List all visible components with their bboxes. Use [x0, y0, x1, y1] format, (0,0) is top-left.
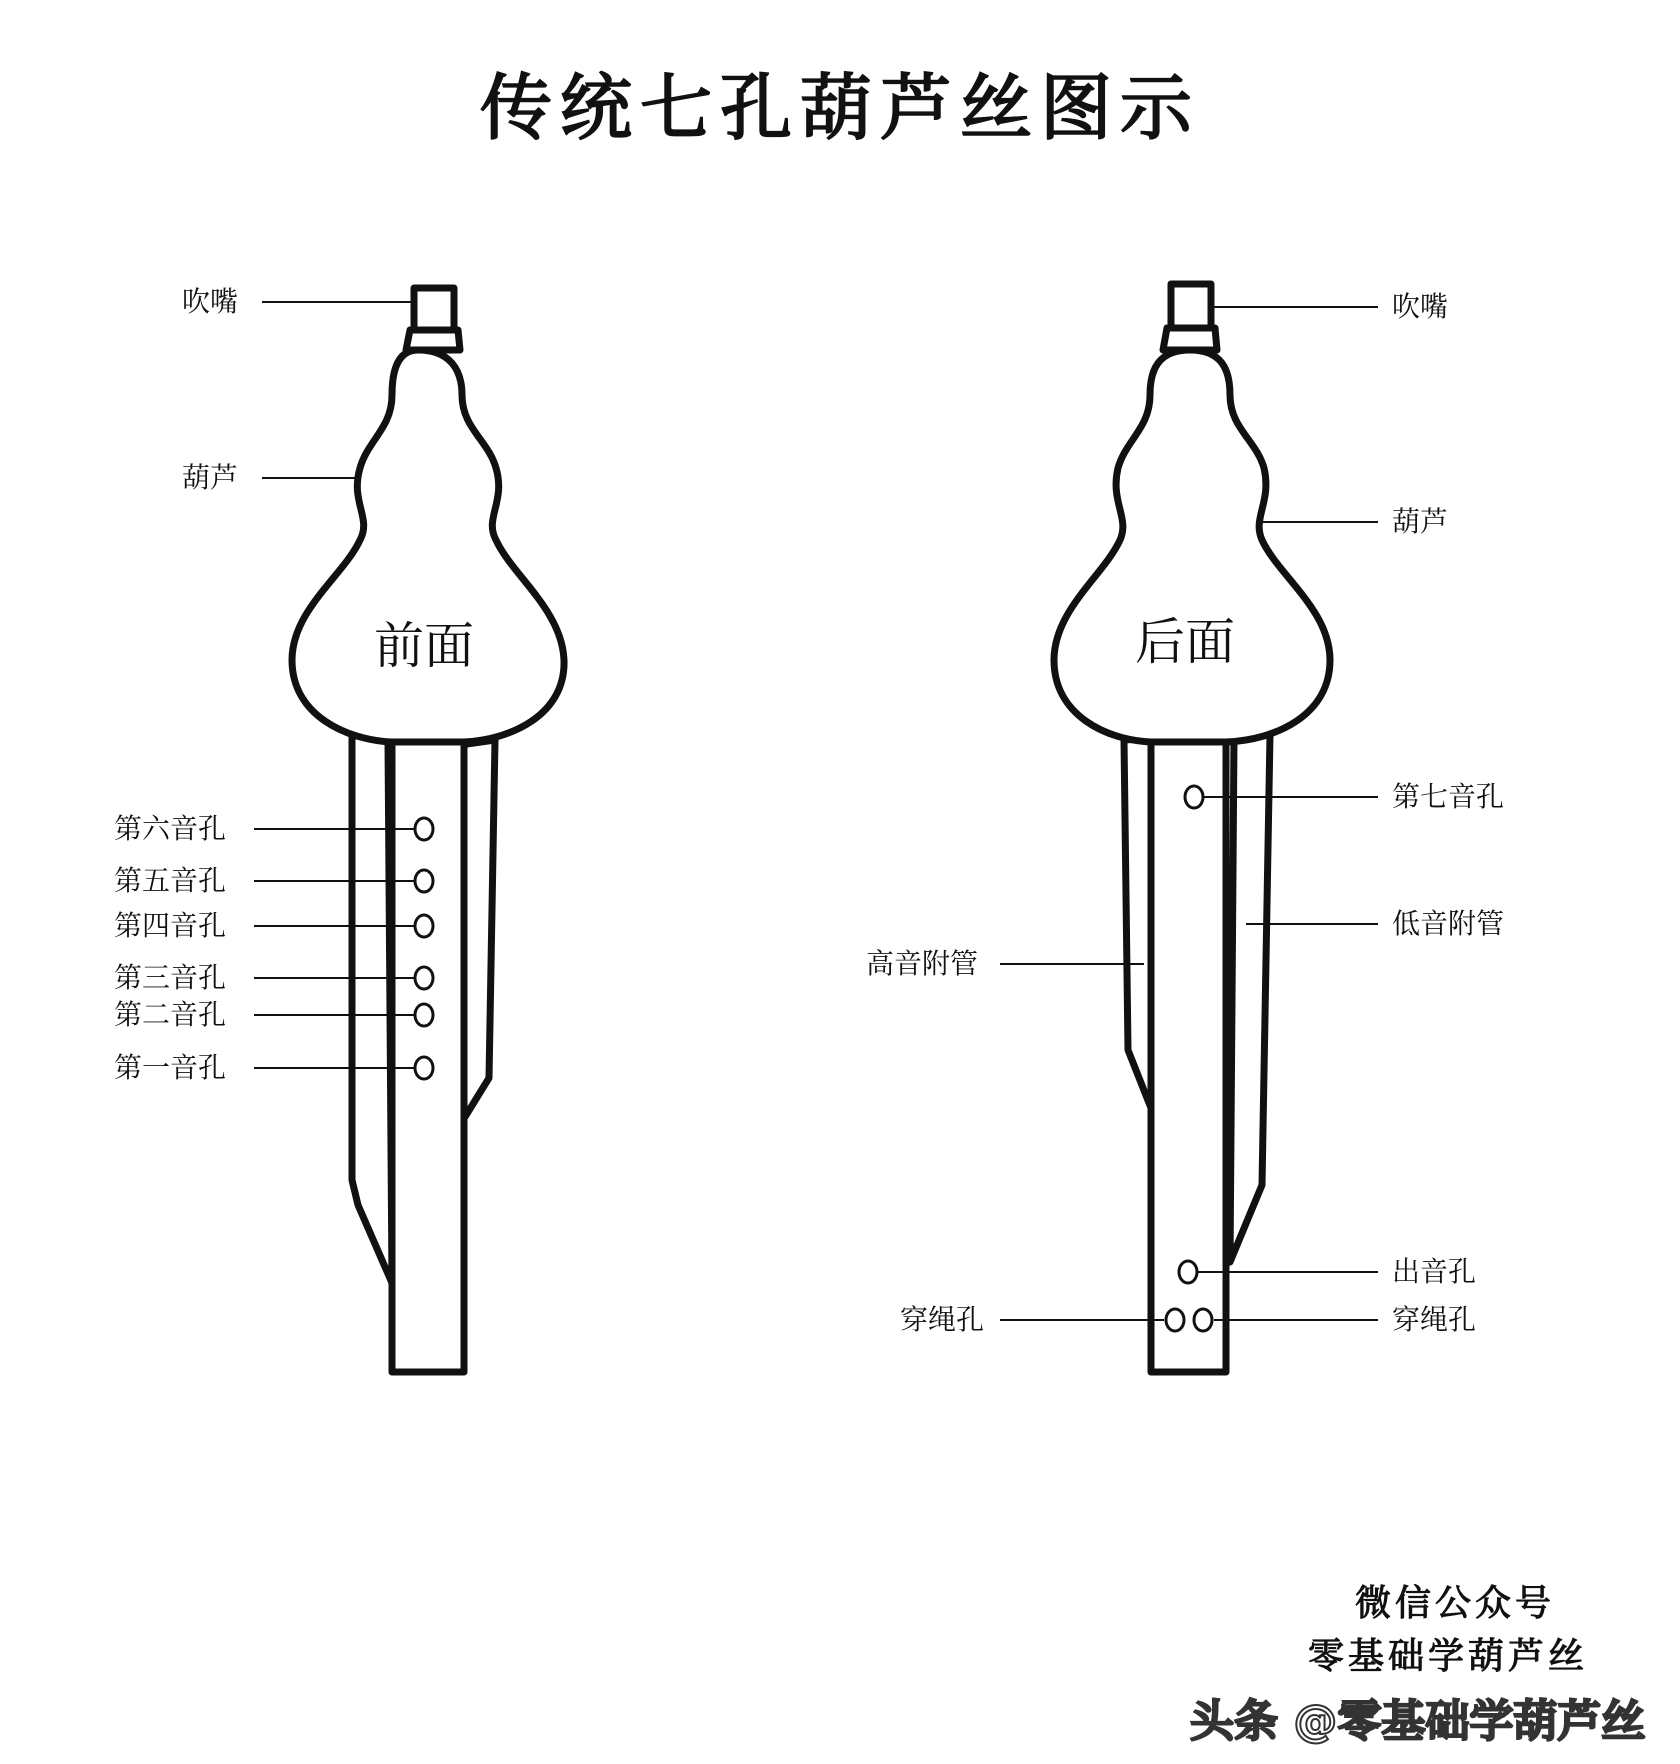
front-gourd: [292, 350, 564, 742]
front-face-label: 前面: [374, 617, 474, 675]
back-gourd: [1054, 350, 1330, 742]
back-label-rope-hole-right: 穿绳孔: [1392, 1303, 1477, 1336]
front-view: [254, 288, 564, 1372]
watermark-line2: 零基础学葫芦丝: [1308, 1635, 1589, 1677]
front-label-hole5: 第五音孔: [114, 864, 227, 897]
back-main-pipe: [1151, 730, 1226, 1372]
front-label-hole6: 第六音孔: [114, 812, 227, 845]
back-label-bass-pipe: 低音附管: [1392, 907, 1505, 940]
back-bass-pipe: [1230, 735, 1270, 1262]
back-label-treble-pipe: 高音附管: [866, 947, 979, 980]
front-label-hole2: 第二音孔: [114, 998, 227, 1031]
front-mouthpiece-neck: [406, 330, 460, 350]
page-title: 传统七孔葫芦丝图示: [479, 65, 1200, 150]
back-mouthpiece: [1171, 284, 1211, 330]
front-label-mouthpiece: 吹嘴: [182, 285, 239, 318]
back-label-sound-hole: 出音孔: [1392, 1255, 1477, 1288]
back-label-mouthpiece: 吹嘴: [1392, 290, 1449, 323]
front-treble-pipe: [352, 735, 392, 1283]
back-label-rope-hole-left: 穿绳孔: [900, 1303, 985, 1336]
back-face-label: 后面: [1135, 613, 1235, 671]
back-view: [1000, 284, 1378, 1372]
back-mouthpiece-neck: [1163, 328, 1217, 350]
watermark-line1: 微信公众号: [1355, 1582, 1556, 1624]
back-label-gourd: 葫芦: [1392, 505, 1449, 538]
back-label-hole7: 第七音孔: [1392, 780, 1505, 813]
front-label-hole3: 第三音孔: [114, 961, 227, 994]
front-label-hole1: 第一音孔: [114, 1051, 227, 1084]
front-label-gourd: 葫芦: [182, 461, 239, 494]
front-mouthpiece: [414, 288, 454, 332]
toutiao-watermark: 头条 @零基础学葫芦丝: [1190, 1696, 1646, 1747]
front-main-pipe: [392, 730, 464, 1372]
front-label-hole4: 第四音孔: [114, 909, 227, 942]
